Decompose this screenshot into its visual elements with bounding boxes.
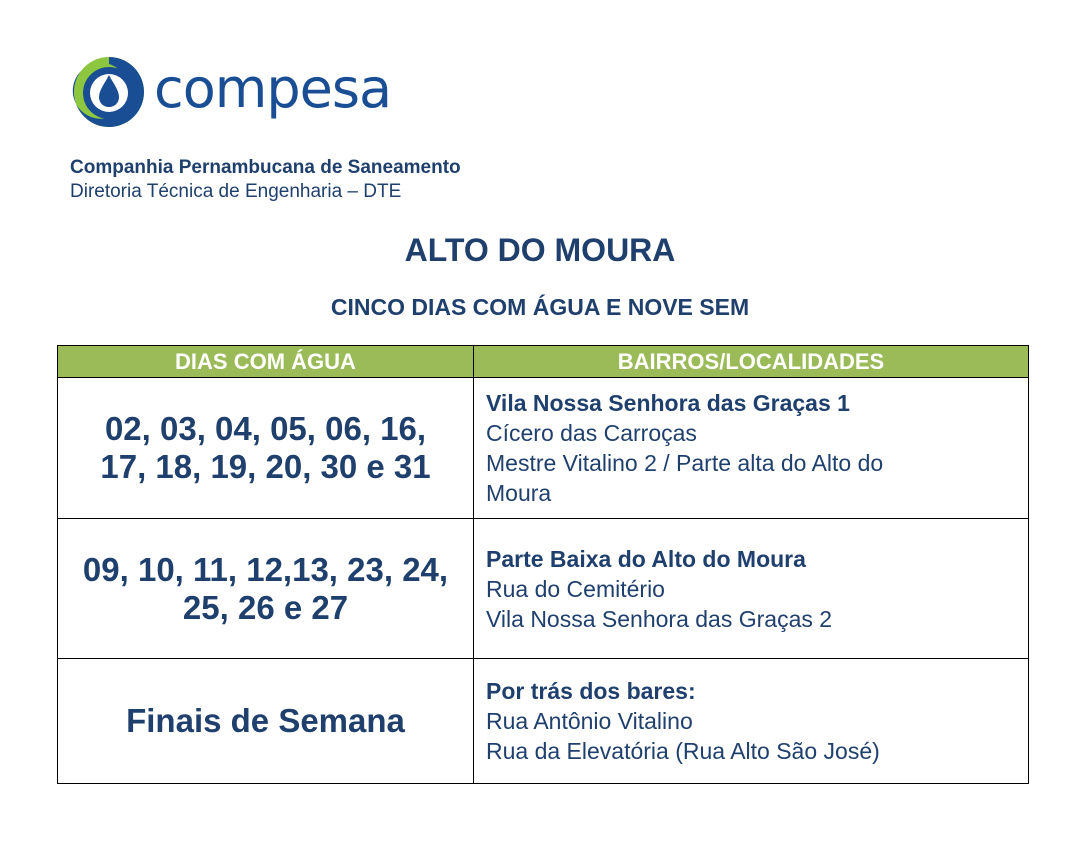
- days-line: Finais de Semana: [126, 702, 405, 739]
- days-line: 02, 03, 04, 05, 06, 16,: [104, 410, 427, 447]
- organization-block: [70, 156, 461, 204]
- locality-item: Vila Nossa Senhora das Graças 2: [486, 605, 833, 632]
- page-title: ALTO DO MOURA: [404, 232, 676, 268]
- locality-item: Rua da Elevatória (Rua Alto São José): [486, 738, 880, 764]
- days-cell: [58, 519, 474, 659]
- page-subtitle: CINCO DIAS COM ÁGUA E NOVE SEM: [330, 294, 750, 320]
- days-line: 25, 26 e 27: [182, 588, 349, 626]
- locality-item: Rua do Cemitério: [486, 575, 665, 602]
- days-line: 09, 10, 11, 12,13, 23, 24,: [82, 550, 449, 588]
- schedule-table: [57, 345, 1029, 784]
- days-cell: [58, 378, 474, 519]
- locality-item: Rua Antônio Vitalino: [486, 708, 693, 734]
- table-row: [58, 659, 1029, 784]
- logo-wordmark: compesa: [154, 57, 392, 120]
- header-localities: BAIRROS/LOCALIDADES: [474, 346, 1029, 378]
- table-row: [58, 378, 1029, 519]
- water-drop-logo-icon: [72, 55, 146, 129]
- localities-cell: [474, 659, 1029, 784]
- header-days: DIAS COM ÁGUA: [58, 346, 474, 378]
- table-header-row: [58, 346, 1029, 378]
- locality-lead: Por trás dos bares:: [486, 678, 696, 704]
- days-line: 17, 18, 19, 20, 30 e 31: [100, 448, 431, 485]
- company-name: Companhia Pernambucana de Saneamento: [70, 157, 461, 178]
- locality-lead: Vila Nossa Senhora das Graças 1: [486, 390, 850, 416]
- locality-lead: Parte Baixa do Alto do Moura: [486, 545, 806, 572]
- locality-item: Cícero das Carroças: [486, 420, 697, 446]
- department-name: Diretoria Técnica de Engenharia – DTE: [70, 181, 402, 202]
- localities-cell: [474, 519, 1029, 659]
- locality-item: Moura: [486, 480, 552, 506]
- compesa-logo: [72, 56, 391, 128]
- days-cell: [58, 659, 474, 784]
- localities-cell: [474, 378, 1029, 519]
- table-row: [58, 519, 1029, 659]
- locality-item: Mestre Vitalino 2 / Parte alta do Alto do: [486, 450, 884, 476]
